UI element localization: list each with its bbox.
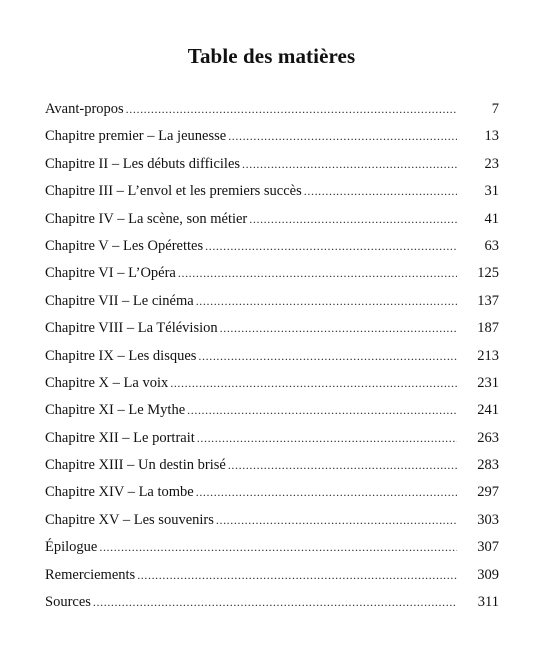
- toc-entry: [45, 370, 499, 397]
- toc-entry: [45, 151, 499, 178]
- toc-entry-label: Chapitre XV – Les souvenirs: [45, 511, 214, 528]
- toc-entry: [45, 288, 499, 315]
- toc-entry-label: Chapitre V – Les Opérettes: [45, 237, 204, 254]
- toc-entry-page-number: 311: [477, 594, 499, 611]
- dot-leader: [197, 425, 457, 452]
- dot-leader: [198, 343, 457, 370]
- toc-entry: [45, 562, 499, 589]
- dot-leader: [304, 178, 457, 205]
- dot-leader: [216, 507, 457, 534]
- toc-entry: [45, 397, 499, 424]
- dot-leader: [196, 479, 457, 506]
- dot-leader: [99, 534, 457, 561]
- toc-entry-page-number: 231: [477, 374, 499, 391]
- table-of-contents: [45, 96, 499, 616]
- toc-entry-label: Chapitre XII – Le portrait: [45, 429, 195, 446]
- toc-entry-label: Chapitre XIII – Un destin brisé: [45, 457, 226, 474]
- dot-leader: [178, 260, 457, 287]
- toc-entry: [45, 123, 499, 150]
- toc-entry: [45, 479, 499, 506]
- toc-entry-page-number: 263: [477, 429, 499, 446]
- toc-entry-page-number: 137: [477, 292, 499, 309]
- toc-entry: [45, 589, 499, 616]
- toc-entry: [45, 343, 499, 370]
- toc-entry: [45, 425, 499, 452]
- dot-leader: [220, 315, 457, 342]
- toc-entry-label: Chapitre III – L’envol et les premiers succès: [45, 183, 302, 200]
- toc-entry-label: Chapitre XIV – La tombe: [45, 484, 194, 501]
- toc-entry-page-number: 63: [484, 237, 499, 254]
- toc-entry-label: Chapitre VII – Le cinéma: [45, 292, 194, 309]
- toc-entry-label: Remerciements: [45, 566, 136, 583]
- toc-entry-label: Épilogue: [45, 539, 98, 556]
- dot-leader: [196, 288, 457, 315]
- toc-entry-page-number: 31: [484, 183, 499, 200]
- toc-entry-page-number: 13: [484, 128, 499, 145]
- toc-entry-page-number: 297: [477, 484, 499, 501]
- toc-entry: [45, 507, 499, 534]
- toc-entry-label: Avant-propos: [45, 101, 124, 117]
- toc-entry-page-number: 309: [477, 566, 499, 583]
- toc-entry: [45, 534, 499, 561]
- dot-leader: [137, 562, 457, 589]
- toc-entry: [45, 260, 499, 287]
- toc-entry: [45, 315, 499, 342]
- toc-entry-label: Chapitre VI – L’Opéra: [45, 265, 176, 282]
- toc-entry: [45, 452, 499, 479]
- dot-leader: [249, 206, 457, 233]
- toc-entry-page-number: 213: [477, 347, 499, 364]
- toc-entry: [45, 96, 499, 123]
- toc-entry: [45, 206, 499, 233]
- toc-entry-label: Sources: [45, 594, 91, 611]
- toc-entry: [45, 233, 499, 260]
- toc-entry-page-number: 283: [477, 457, 499, 474]
- dot-leader: [242, 151, 457, 178]
- toc-entry-page-number: 41: [484, 210, 499, 227]
- toc-entry-page-number: 187: [477, 320, 499, 337]
- dot-leader: [126, 96, 457, 123]
- toc-entry-page-number: 23: [484, 155, 499, 172]
- dot-leader: [228, 123, 457, 150]
- toc-entry-label: Chapitre IV – La scène, son métier: [45, 210, 248, 227]
- toc-entry-page-number: 241: [477, 402, 499, 419]
- toc-entry-page-number: 7: [491, 101, 499, 117]
- page-title: Table des matières: [187, 44, 356, 69]
- dot-leader: [93, 589, 457, 616]
- dot-leader: [187, 397, 457, 424]
- dot-leader: [205, 233, 457, 260]
- dot-leader: [228, 452, 457, 479]
- toc-entry-page-number: 303: [477, 511, 499, 528]
- toc-entry-label: Chapitre IX – Les disques: [45, 347, 197, 364]
- toc-entry: [45, 178, 499, 205]
- toc-entry-label: Chapitre X – La voix: [45, 374, 169, 391]
- dot-leader: [170, 370, 457, 397]
- toc-entry-label: Chapitre II – Les débuts difficiles: [45, 155, 241, 172]
- toc-entry-page-number: 307: [477, 539, 499, 556]
- toc-entry-label: Chapitre XI – Le Mythe: [45, 402, 186, 419]
- toc-entry-label: Chapitre VIII – La Télévision: [45, 320, 218, 337]
- toc-entry-page-number: 125: [477, 265, 499, 282]
- toc-entry-label: Chapitre premier – La jeunesse: [45, 128, 227, 145]
